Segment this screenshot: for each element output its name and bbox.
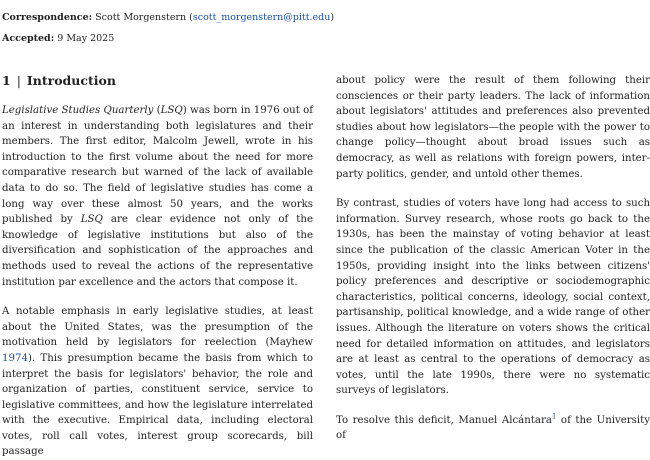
accepted-label: Accepted: (2, 33, 55, 44)
section-number: 1 (2, 73, 11, 88)
intro-paragraph-1: Legislative Studies Quarterly (LSQ) was born in 1976 out of an interest in understanding both legislatures and their members. The first editor, Malcolm Jewell, wrote in his introduction to the first volume about the need for more comparative research but warned of the lack of available data to do so. The field of legislative studies has come a long way over these almost 50 years, and the works published by LSQ are clear evidence not only of the knowledge of legislative institutions but also of the diversification and sophistication of the approaches and methods used to reveal the actions of the representative institution par excellence and the actors that compose it. (2, 105, 313, 288)
intro-text-2a: A notable emphasis in early legislative studies, at least about the United States, was the presumption of the motivation held by legislators for reelection (Mayhew (2, 306, 313, 349)
journal-abbr: LSQ (160, 105, 183, 116)
intro-paragraph-2 (2, 304, 313, 460)
intro-paragraph-3: about policy were the result of them following their consciences or their party leaders. The lack of information about legislators' attitudes and preferences also prevented studies about how legislators—the people with the power to change policy—thought about broad issues such as democracy, as well as relations with foreign powers, inter-party politics, gender, and untold other themes. (336, 75, 650, 180)
intro-text-2b: ). This presumption became the basis from which to interpret the basis for legislators' behavior, the role and organization of parties, constituent service, service to legislative committees, and how the legislature interrelated with the executive. Empirical data, including electoral votes, roll call votes, interest group scorecards, bill passage (2, 352, 313, 458)
right-column (336, 73, 650, 444)
citation-link-mayhew[interactable]: 1974 (2, 352, 28, 364)
correspondent-name: Scott Morgenstern (95, 12, 187, 23)
correspondence-label: Correspondence: (2, 12, 93, 23)
intro-paragraph-5 (336, 413, 650, 444)
intro-paragraph-4: By contrast, studies of voters have long had access to such information. Survey research, whose roots go back to the 1930s, has been the mainstay of voting behavior at least since the publication of the classic American Voter in the 1950s, providing insight into the links between citizens' policy preferences and descriptive or sociodemographic characteristics, political concerns, ideology, social context, partisanship, political knowledge, and a wide range of other issues. Although the literature on voters shows the critical need for detailed information on attitudes, and legislators are at least as central to the operations of democracy as votes, until the late 1990s, there were no systematic surveys of legislators. (336, 198, 650, 397)
section-separator: | (16, 73, 21, 88)
journal-abbr-2: LSQ (80, 214, 103, 226)
intro-text-5b: of the University of (336, 414, 650, 442)
intro-text-5a: To resolve this deficit, Manuel Alcántara (336, 414, 552, 426)
accepted-date: 9 May 2025 (57, 33, 115, 44)
section-title: Introduction (26, 73, 116, 88)
intro-text-1a: was born in 1976 out of an interest in understanding both legislatures and their members. The first editor, Malcolm Jewell, wrote in his introduction to the first volume about the need for more comparative research but warned of the lack of available data to do so. The field of legislative studies has come a long way over these almost 50 years, and the works published by (2, 105, 313, 226)
footnote-link-1[interactable]: 1 (551, 412, 557, 421)
correspondent-email-link[interactable]: scott_morgenstern@pitt.edu (192, 12, 331, 23)
section-heading (2, 73, 116, 88)
correspondence-line: Correspondence: Scott Morgenstern (scott_morgenstern@pitt.edu) (2, 12, 335, 23)
journal-name: Legislative Studies Quarterly (2, 105, 154, 116)
accepted-line (2, 33, 114, 44)
intro-text-1b: are clear evidence not only of the knowledge of legislative institutions but also of the diversification and sophistication of the approaches and methods used to reveal the actions of the representative institution par excellence and the actors that compose it. (2, 214, 313, 288)
left-column (2, 103, 313, 460)
